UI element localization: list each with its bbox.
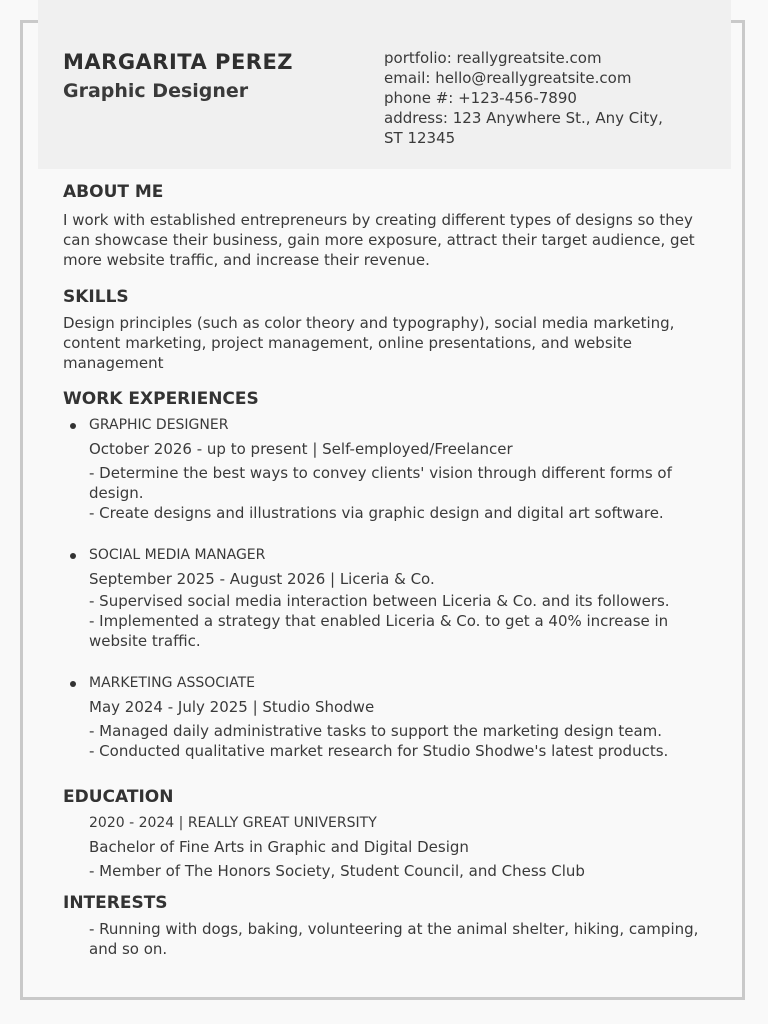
candidate-role: Graphic Designer bbox=[63, 80, 249, 102]
job-title: SOCIAL MEDIA MANAGER bbox=[89, 545, 703, 565]
section-heading-work: WORK EXPERIENCES bbox=[63, 389, 259, 409]
education-note: - Member of The Honors Society, Student Council, and Chess Club bbox=[89, 862, 585, 880]
contact-address-line2: ST 12345 bbox=[384, 129, 456, 147]
interests-entry bbox=[63, 919, 703, 959]
job-period: May 2024 - July 2025 | Studio Shodwe bbox=[89, 698, 375, 716]
job-entry bbox=[63, 545, 703, 651]
job-entry bbox=[63, 673, 703, 761]
job-duty: - Managed daily administrative tasks to support the marketing design team. bbox=[89, 722, 663, 740]
bullet-icon bbox=[70, 553, 76, 559]
bullet-icon bbox=[70, 423, 76, 429]
contact-block bbox=[384, 48, 684, 148]
job-title: GRAPHIC DESIGNER bbox=[89, 415, 703, 435]
about-text: I work with established entrepreneurs by creating different types of designs so they can showcase their business, gain more exposure, attract their target audience, get more website traffic, and increase their revenue. bbox=[63, 211, 695, 269]
contact-email: email: hello@reallygreatsite.com bbox=[384, 69, 632, 87]
job-title: MARKETING ASSOCIATE bbox=[89, 673, 703, 693]
contact-phone: phone #: +123-456-7890 bbox=[384, 89, 577, 107]
contact-address-line1: address: 123 Anywhere St., Any City, bbox=[384, 109, 663, 127]
interests-text: - Running with dogs, baking, volunteering at the animal shelter, hiking, camping, and so on. bbox=[89, 920, 699, 958]
job-entry bbox=[63, 415, 703, 523]
skills-text: Design principles (such as color theory and typography), social media marketing, content marketing, project management, online presentations, and website management bbox=[63, 314, 675, 372]
resume-body bbox=[63, 180, 703, 959]
job-duty: - Implemented a strategy that enabled Liceria & Co. to get a 40% increase in website traffic. bbox=[89, 612, 669, 650]
education-period: 2020 - 2024 | REALLY GREAT UNIVERSITY bbox=[89, 815, 377, 831]
job-period: October 2026 - up to present | Self-employed/Freelancer bbox=[89, 440, 513, 458]
bullet-icon bbox=[70, 681, 76, 687]
job-duty: - Conducted qualitative market research for Studio Shodwe's latest products. bbox=[89, 742, 669, 760]
job-period: September 2025 - August 2026 | Liceria & Co. bbox=[89, 570, 435, 588]
candidate-name: MARGARITA PEREZ bbox=[63, 50, 294, 74]
job-duty: - Supervised social media interaction between Liceria & Co. and its followers. bbox=[89, 592, 670, 610]
job-duty: - Determine the best ways to convey clients' vision through different forms of design. bbox=[89, 464, 672, 502]
section-heading-interests: INTERESTS bbox=[63, 893, 168, 913]
section-heading-skills: SKILLS bbox=[63, 287, 129, 307]
section-heading-education: EDUCATION bbox=[63, 787, 174, 807]
job-duty: - Create designs and illustrations via graphic design and digital art software. bbox=[89, 504, 664, 522]
education-degree: Bachelor of Fine Arts in Graphic and Digital Design bbox=[89, 838, 469, 856]
section-heading-about: ABOUT ME bbox=[63, 182, 164, 202]
contact-portfolio: portfolio: reallygreatsite.com bbox=[384, 49, 602, 67]
education-entry bbox=[63, 813, 703, 881]
